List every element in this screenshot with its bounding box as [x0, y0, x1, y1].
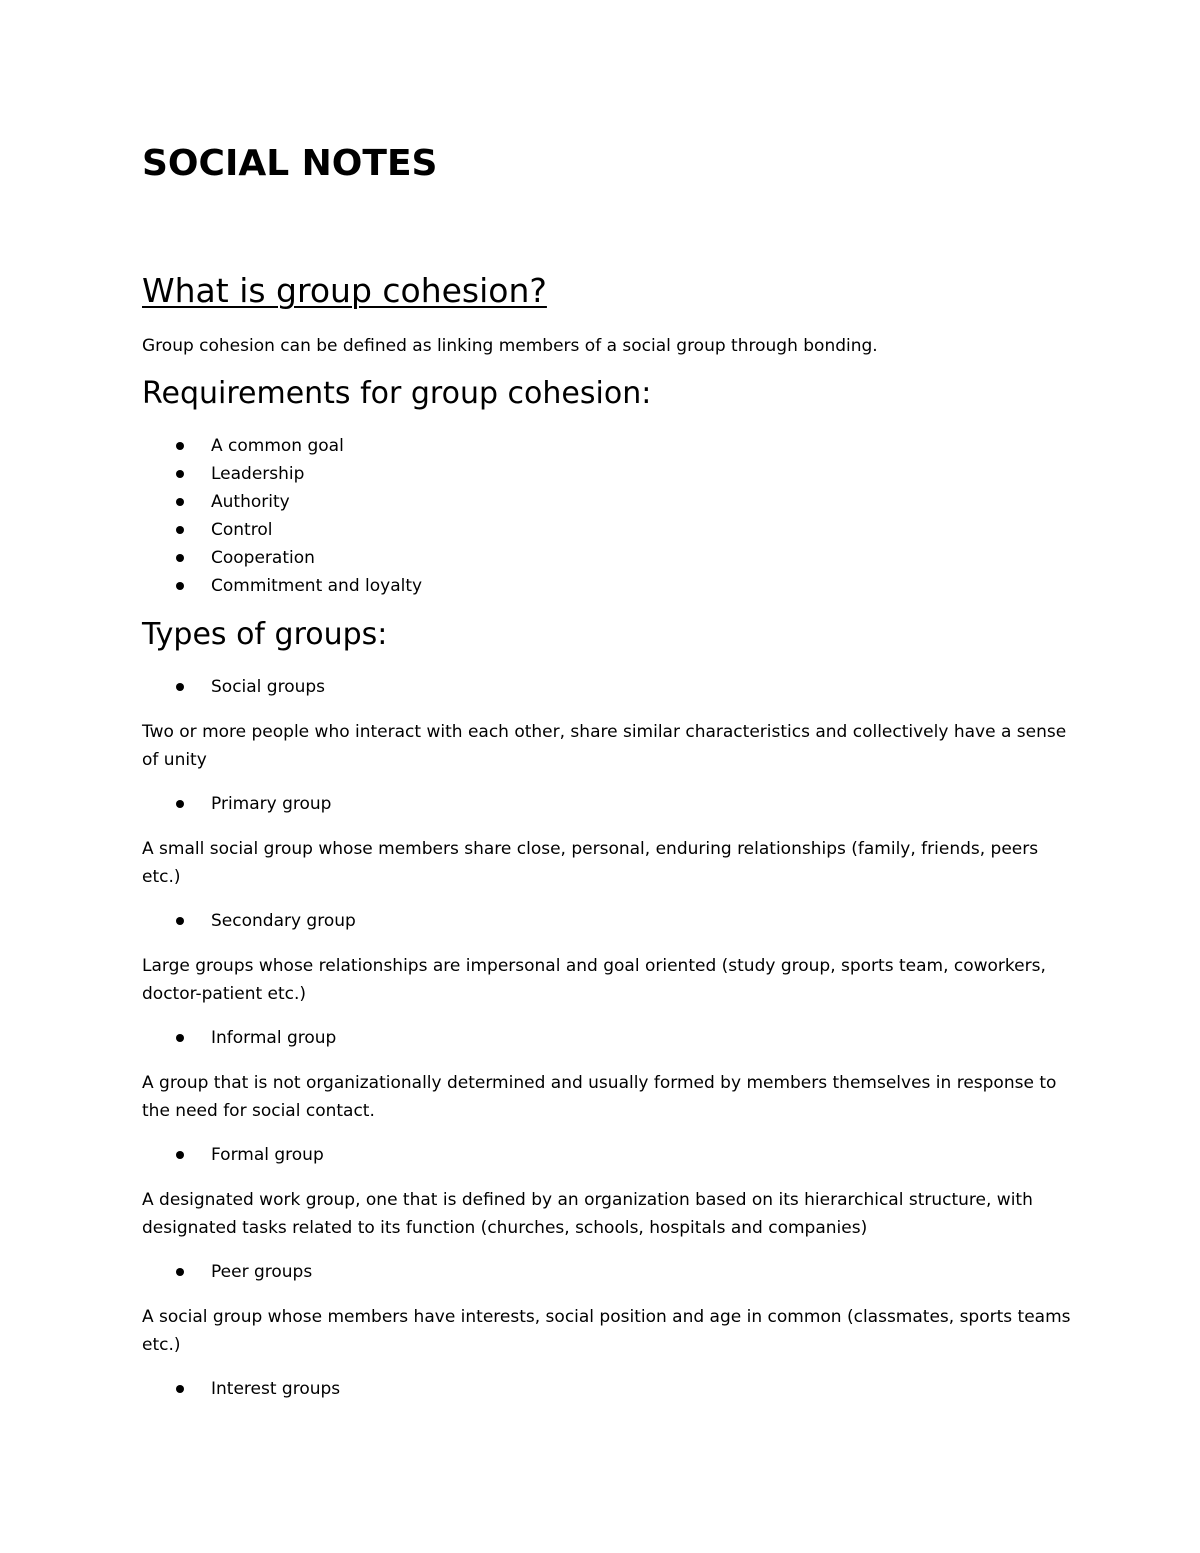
bullet-icon: [176, 582, 184, 590]
list-item: [142, 432, 742, 460]
group-type-description: A designated work group, one that is defined by an organization based on its hierarchical structure, with designated tasks related to its function (churches, schools, hospitals and companies): [142, 1190, 1033, 1238]
list-item-label: Cooperation: [211, 548, 315, 568]
list-item-label: Control: [211, 520, 273, 540]
group-type-description: A small social group whose members share close, personal, enduring relationships (family, friends, peers etc.): [142, 839, 1039, 887]
bullet-icon: [176, 470, 184, 478]
group-type-description: A social group whose members have interests, social position and age in common (classmates, sports teams etc.): [142, 1307, 1071, 1355]
bullet-icon: [176, 1151, 184, 1159]
section-heading-requirements: Requirements for group cohesion:: [142, 376, 652, 411]
group-type-name: Formal group: [211, 1145, 324, 1165]
group-type-item: [142, 1141, 742, 1169]
group-type-name: Peer groups: [211, 1262, 313, 1282]
group-type-name: Informal group: [211, 1028, 337, 1048]
group-type-description: A group that is not organizationally determined and usually formed by members themselves in response to the need for social contact.: [142, 1073, 1057, 1121]
group-type-item: [142, 790, 742, 818]
bullet-icon: [176, 1385, 184, 1393]
section-heading-group-cohesion: What is group cohesion?: [142, 271, 547, 310]
group-type-name: Social groups: [211, 677, 326, 697]
bullet-icon: [176, 800, 184, 808]
list-item-label: Commitment and loyalty: [211, 576, 423, 596]
list-item: [142, 572, 742, 600]
bullet-icon: [176, 554, 184, 562]
list-item-label: Authority: [211, 492, 290, 512]
list-item: [142, 460, 742, 488]
group-type-item: [142, 673, 742, 701]
group-type-name: Secondary group: [211, 911, 356, 931]
bullet-icon: [176, 526, 184, 534]
bullet-icon: [176, 442, 184, 450]
list-item: [142, 544, 742, 572]
document-title: SOCIAL NOTES: [142, 143, 438, 184]
group-type-name: Interest groups: [211, 1379, 341, 1399]
list-item: [142, 516, 742, 544]
list-item-label: Leadership: [211, 464, 305, 484]
group-type-item: [142, 1024, 742, 1052]
group-type-item: [142, 1375, 742, 1403]
group-cohesion-definition: Group cohesion can be defined as linking members of a social group through bonding.: [142, 336, 878, 356]
bullet-icon: [176, 683, 184, 691]
group-type-item: [142, 1258, 742, 1286]
list-item: [142, 488, 742, 516]
bullet-icon: [176, 1268, 184, 1276]
group-type-item: [142, 907, 742, 935]
group-type-description: Large groups whose relationships are impersonal and goal oriented (study group, sports team, coworkers, doctor-patient etc.): [142, 956, 1046, 1004]
group-type-description: Two or more people who interact with each other, share similar characteristics and collectively have a sense of unity: [142, 722, 1067, 770]
group-type-name: Primary group: [211, 794, 332, 814]
bullet-icon: [176, 498, 184, 506]
bullet-icon: [176, 1034, 184, 1042]
bullet-icon: [176, 917, 184, 925]
list-item-label: A common goal: [211, 436, 344, 456]
section-heading-types-of-groups: Types of groups:: [142, 617, 388, 652]
